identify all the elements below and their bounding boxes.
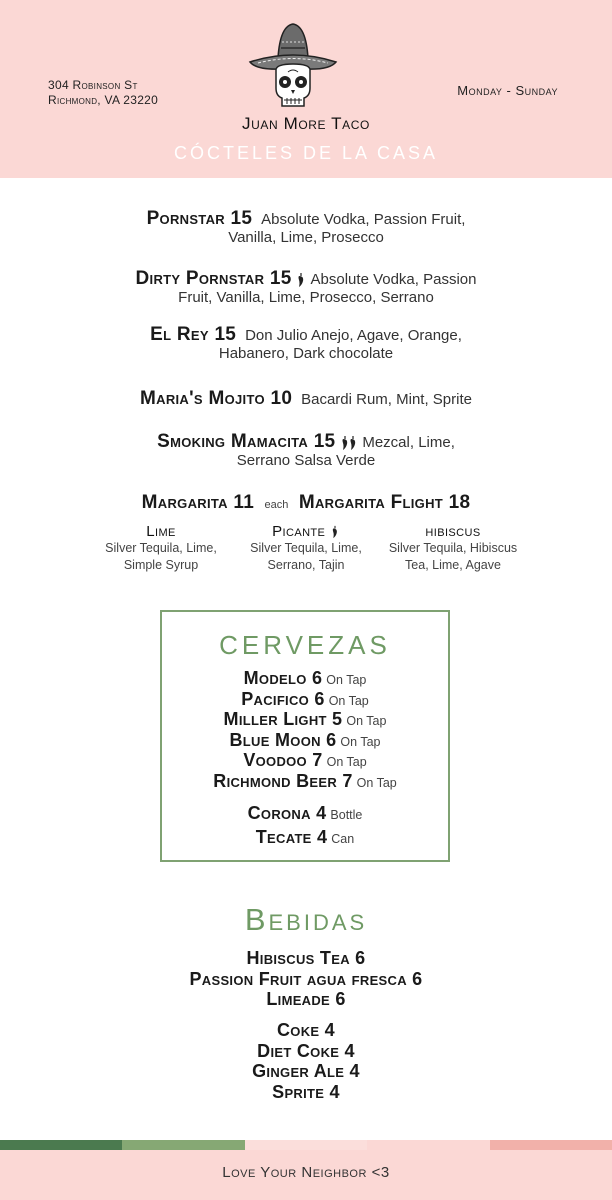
cervezas-title: CERVEZAS	[219, 630, 391, 660]
cocktail-item	[40, 326, 572, 363]
flavor-name: hibiscus	[425, 523, 481, 540]
margarita-flavor	[231, 523, 381, 574]
address-line-1: 304 Robinson St	[48, 78, 138, 92]
restaurant-name: Juan More Taco	[242, 114, 370, 133]
drink-item: Coke 4	[277, 1020, 335, 1040]
cocktail-item	[40, 270, 572, 307]
cocktail-desc-cont: Serrano Salsa Verde	[236, 452, 376, 469]
margarita-heading	[0, 492, 612, 514]
beer-name: Modelo 6	[243, 668, 323, 688]
cocktail-item	[40, 210, 572, 247]
margarita-flavor	[378, 523, 528, 574]
drink-item: Limeade 6	[266, 989, 346, 1009]
margarita-price: Margarita 11	[141, 492, 255, 513]
stripe-green	[122, 1140, 244, 1150]
flavor-desc-1: Silver Tequila, Lime,	[250, 541, 362, 555]
each-label: each	[264, 499, 289, 511]
opening-days: Monday - Sunday	[457, 83, 558, 98]
beer-item	[162, 771, 448, 792]
cocktail-desc: Bacardi Rum, Mint, Sprite	[301, 391, 472, 408]
header-banner	[0, 0, 612, 178]
flavor-name: Lime	[146, 523, 176, 540]
double-chili-pepper-icon	[340, 435, 358, 451]
beer-note: Bottle	[330, 808, 363, 822]
drink-item: Hibiscus Tea 6	[246, 948, 366, 968]
footer-tagline: Love Your Neighbor <3	[222, 1164, 390, 1181]
tap-beer-list	[162, 668, 448, 791]
bottle-beer-list	[162, 801, 448, 849]
beer-name: Miller Light 5	[223, 709, 343, 729]
cocktail-name: El Rey 15	[150, 324, 237, 345]
cocktail-desc: Mezcal, Lime,	[362, 434, 455, 451]
beer-name: Blue Moon 6	[229, 729, 337, 750]
drink-item: Ginger Ale 4	[252, 1061, 360, 1081]
beer-item	[162, 689, 448, 710]
stripe-light-pink	[245, 1140, 367, 1150]
beer-name: Pacifico 6	[241, 688, 325, 709]
address	[48, 78, 158, 108]
stripe-salmon	[490, 1140, 612, 1150]
bebidas-title: Bebidas	[244, 902, 368, 937]
drink-item: Diet Coke 4	[257, 1040, 355, 1061]
drink-item: Sprite 4	[272, 1081, 340, 1102]
beer-note: On Tap	[346, 714, 387, 728]
cocktail-desc: Absolute Vodka, Passion	[310, 271, 477, 288]
beer-name: Richmond Beer 7	[213, 770, 353, 791]
bebidas-list-2	[0, 1020, 612, 1102]
beer-note: On Tap	[328, 693, 369, 708]
flavor-desc-2: Simple Syrup	[123, 558, 199, 572]
beer-note: Can	[331, 832, 355, 846]
flavor-desc-2: Serrano, Tajin	[267, 558, 345, 572]
margarita-flavor	[86, 523, 236, 574]
beer-item	[162, 709, 448, 730]
beer-item	[162, 668, 448, 689]
cocktail-desc: Absolute Vodka, Passion Fruit,	[261, 211, 466, 228]
flavor-desc-1: Silver Tequila, Hibiscus	[388, 541, 518, 555]
cocktail-desc-cont: Habanero, Dark chocolate	[218, 345, 394, 362]
flavor-name	[231, 523, 381, 540]
flavor-name-text: Picante	[272, 523, 326, 540]
beer-name: Voodoo 7	[243, 750, 323, 770]
cervezas-box	[160, 610, 450, 862]
cocktail-item	[40, 390, 572, 409]
beer-name: Tecate 4	[255, 827, 328, 847]
beer-item	[162, 801, 448, 825]
cocktail-desc-cont: Vanilla, Lime, Prosecco	[228, 229, 384, 246]
drink-item: Passion Fruit agua fresca 6	[189, 968, 423, 989]
cocktail-desc: Don Julio Anejo, Agave, Orange,	[245, 327, 462, 344]
section-title-cocteles: CÓCTELES DE LA CASA	[173, 143, 439, 163]
flavor-desc-1: Silver Tequila, Lime,	[105, 541, 217, 555]
beer-item	[162, 730, 448, 751]
color-stripe-bar	[0, 1140, 612, 1150]
sugar-skull-sombrero-icon	[248, 18, 338, 118]
cocktail-name: Maria's Mojito 10	[140, 388, 293, 409]
cocktail-name: Pornstar 15	[146, 208, 253, 229]
cocktail-item	[40, 433, 572, 470]
address-line-2: Richmond, VA 23220	[48, 93, 159, 107]
chili-pepper-icon	[330, 525, 340, 539]
cocktail-name: Smoking Mamacita 15	[157, 431, 336, 452]
chili-pepper-icon	[296, 272, 306, 288]
cocktail-desc-cont: Fruit, Vanilla, Lime, Prosecco, Serrano	[178, 289, 434, 306]
beer-name: Corona 4	[247, 803, 327, 823]
beer-note: On Tap	[340, 734, 381, 749]
cocktail-name: Dirty Pornstar 15	[135, 268, 292, 289]
beer-note: On Tap	[326, 755, 367, 769]
footer-banner	[0, 1150, 612, 1200]
beer-item	[162, 825, 448, 849]
bebidas-list-1	[0, 948, 612, 1010]
beer-note: On Tap	[326, 673, 367, 687]
stripe-pink	[367, 1140, 489, 1150]
margarita-flight-price: Margarita Flight 18	[298, 492, 471, 513]
beer-item	[162, 750, 448, 771]
stripe-dark-green	[0, 1140, 122, 1150]
flavor-desc-2: Tea, Lime, Agave	[405, 558, 501, 572]
beer-note: On Tap	[356, 775, 397, 790]
